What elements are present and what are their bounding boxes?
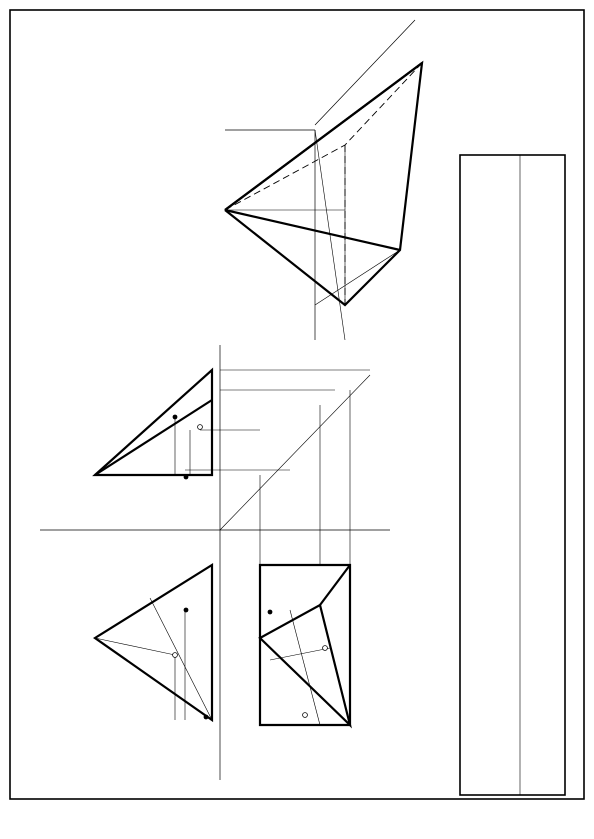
point-m3-marker bbox=[173, 415, 178, 420]
top-view-edge bbox=[320, 565, 350, 605]
front-view-outline bbox=[95, 565, 212, 720]
top-view-line bbox=[270, 648, 330, 660]
point-m2-marker bbox=[173, 653, 178, 658]
orthographic-projections bbox=[40, 345, 390, 780]
top-view-outline bbox=[260, 565, 350, 725]
pictorial-visible-edges bbox=[225, 63, 422, 305]
table-frame bbox=[460, 155, 565, 795]
top-view-line bbox=[290, 610, 320, 725]
point-k1-marker bbox=[268, 610, 273, 615]
point-n2-marker bbox=[204, 715, 209, 720]
analysis-table bbox=[460, 155, 565, 795]
pictorial-construction bbox=[315, 250, 400, 305]
profile-view-outline bbox=[95, 370, 212, 475]
sheet-frame bbox=[10, 10, 584, 799]
point-n1-marker bbox=[303, 713, 308, 718]
point-m1-marker bbox=[323, 646, 328, 651]
pictorial-view bbox=[225, 20, 422, 340]
front-view-line bbox=[150, 598, 212, 720]
point-k3-marker bbox=[184, 475, 189, 480]
point-n3-marker bbox=[198, 425, 203, 430]
pictorial-axis-y bbox=[315, 20, 415, 125]
profile-view-edge bbox=[95, 400, 212, 475]
constant-line bbox=[220, 375, 370, 530]
top-view-face bbox=[260, 605, 350, 725]
point-k2-marker bbox=[184, 608, 189, 613]
